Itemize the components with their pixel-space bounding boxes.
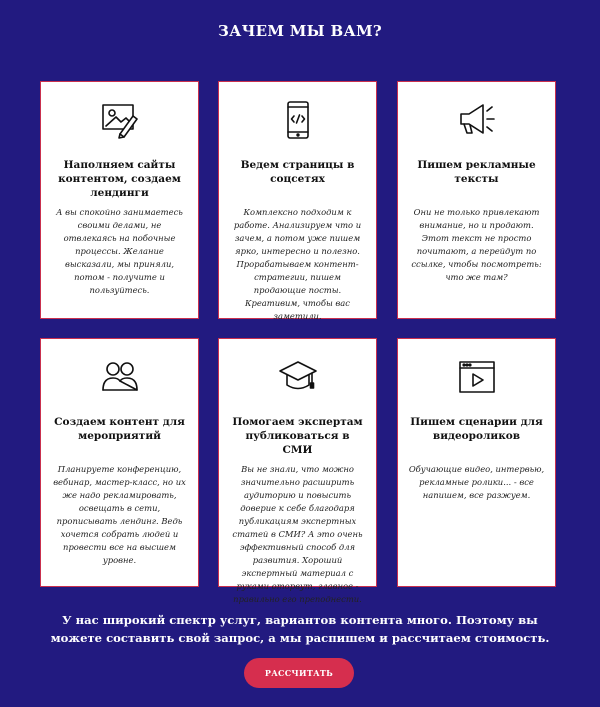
service-card-media: [218, 338, 377, 604]
design-icon: [100, 100, 140, 140]
card-description: Планируете конференцию, вебинар, мастер-класс, но их же надо рекламировать, освещать в сети, прописывать лендинг. Ведь хочется собрать людей и провести все на высшем уровне.: [53, 464, 186, 565]
card-title: Ведем страницы в соцсетях: [240, 159, 355, 185]
graduation-cap-icon: [278, 357, 318, 397]
card-title: Создаем контент для мероприятий: [54, 416, 185, 442]
megaphone-icon: [457, 100, 497, 140]
card-title: Пишем рекламные тексты: [417, 159, 536, 185]
calculate-button[interactable]: РАССЧИТАТЬ: [244, 658, 354, 688]
card-description: Комплексно подходим к работе. Анализируем что и зачем, а потом уже пишем ярко, интересно и полезно. Прорабатываем контент-стратегии, пишем продающие посты. Креативим, чтобы вас заметили.: [233, 207, 362, 321]
service-card-events: [40, 338, 199, 587]
card-title: Помогаем экспертам публиковаться в СМИ: [232, 416, 363, 456]
people-icon: [100, 357, 140, 397]
card-title: Наполняем сайты контентом, создаем лендинги: [58, 159, 181, 199]
card-title: Пишем сценарии для видеороликов: [410, 416, 543, 442]
service-card-websites: [40, 81, 199, 319]
card-description: А вы спокойно занимаетесь своими делами, не отвлекаясь на побочные процессы. Желание высказали, мы приняли, потом - получите и пользуйтесь.: [56, 207, 183, 295]
section-title: ЗАЧЕМ МЫ ВАМ?: [217, 22, 383, 40]
smartphone-code-icon: [278, 100, 318, 140]
service-card-video: [397, 338, 556, 587]
card-description: Вы не знали, что можно значительно расширить аудиторию и повысить доверие к себе благодаря публикациям экспертных статей в СМИ? А это очень эффективный способ для развития. Хороший экспертный материал с руками оторвут, главное - правильно его преподнести.: [232, 464, 363, 604]
services-summary: У нас широкий спектр услуг, вариантов контента много. Поэтому вы можете составить свой запрос, а мы распишем и рассчитаем стоимость.: [50, 613, 550, 645]
service-card-ads: [397, 81, 556, 319]
card-description: Они не только привлекают внимание, но и продают. Этот текст не просто почитают, а перейдут по ссылке, чтобы посмотреть: что же там?: [411, 207, 542, 282]
card-description: Обучающие видео, интервью, рекламные ролики... - все напишем, все разжуем.: [408, 464, 545, 500]
service-card-social: [218, 81, 377, 319]
video-player-icon: [457, 357, 497, 397]
